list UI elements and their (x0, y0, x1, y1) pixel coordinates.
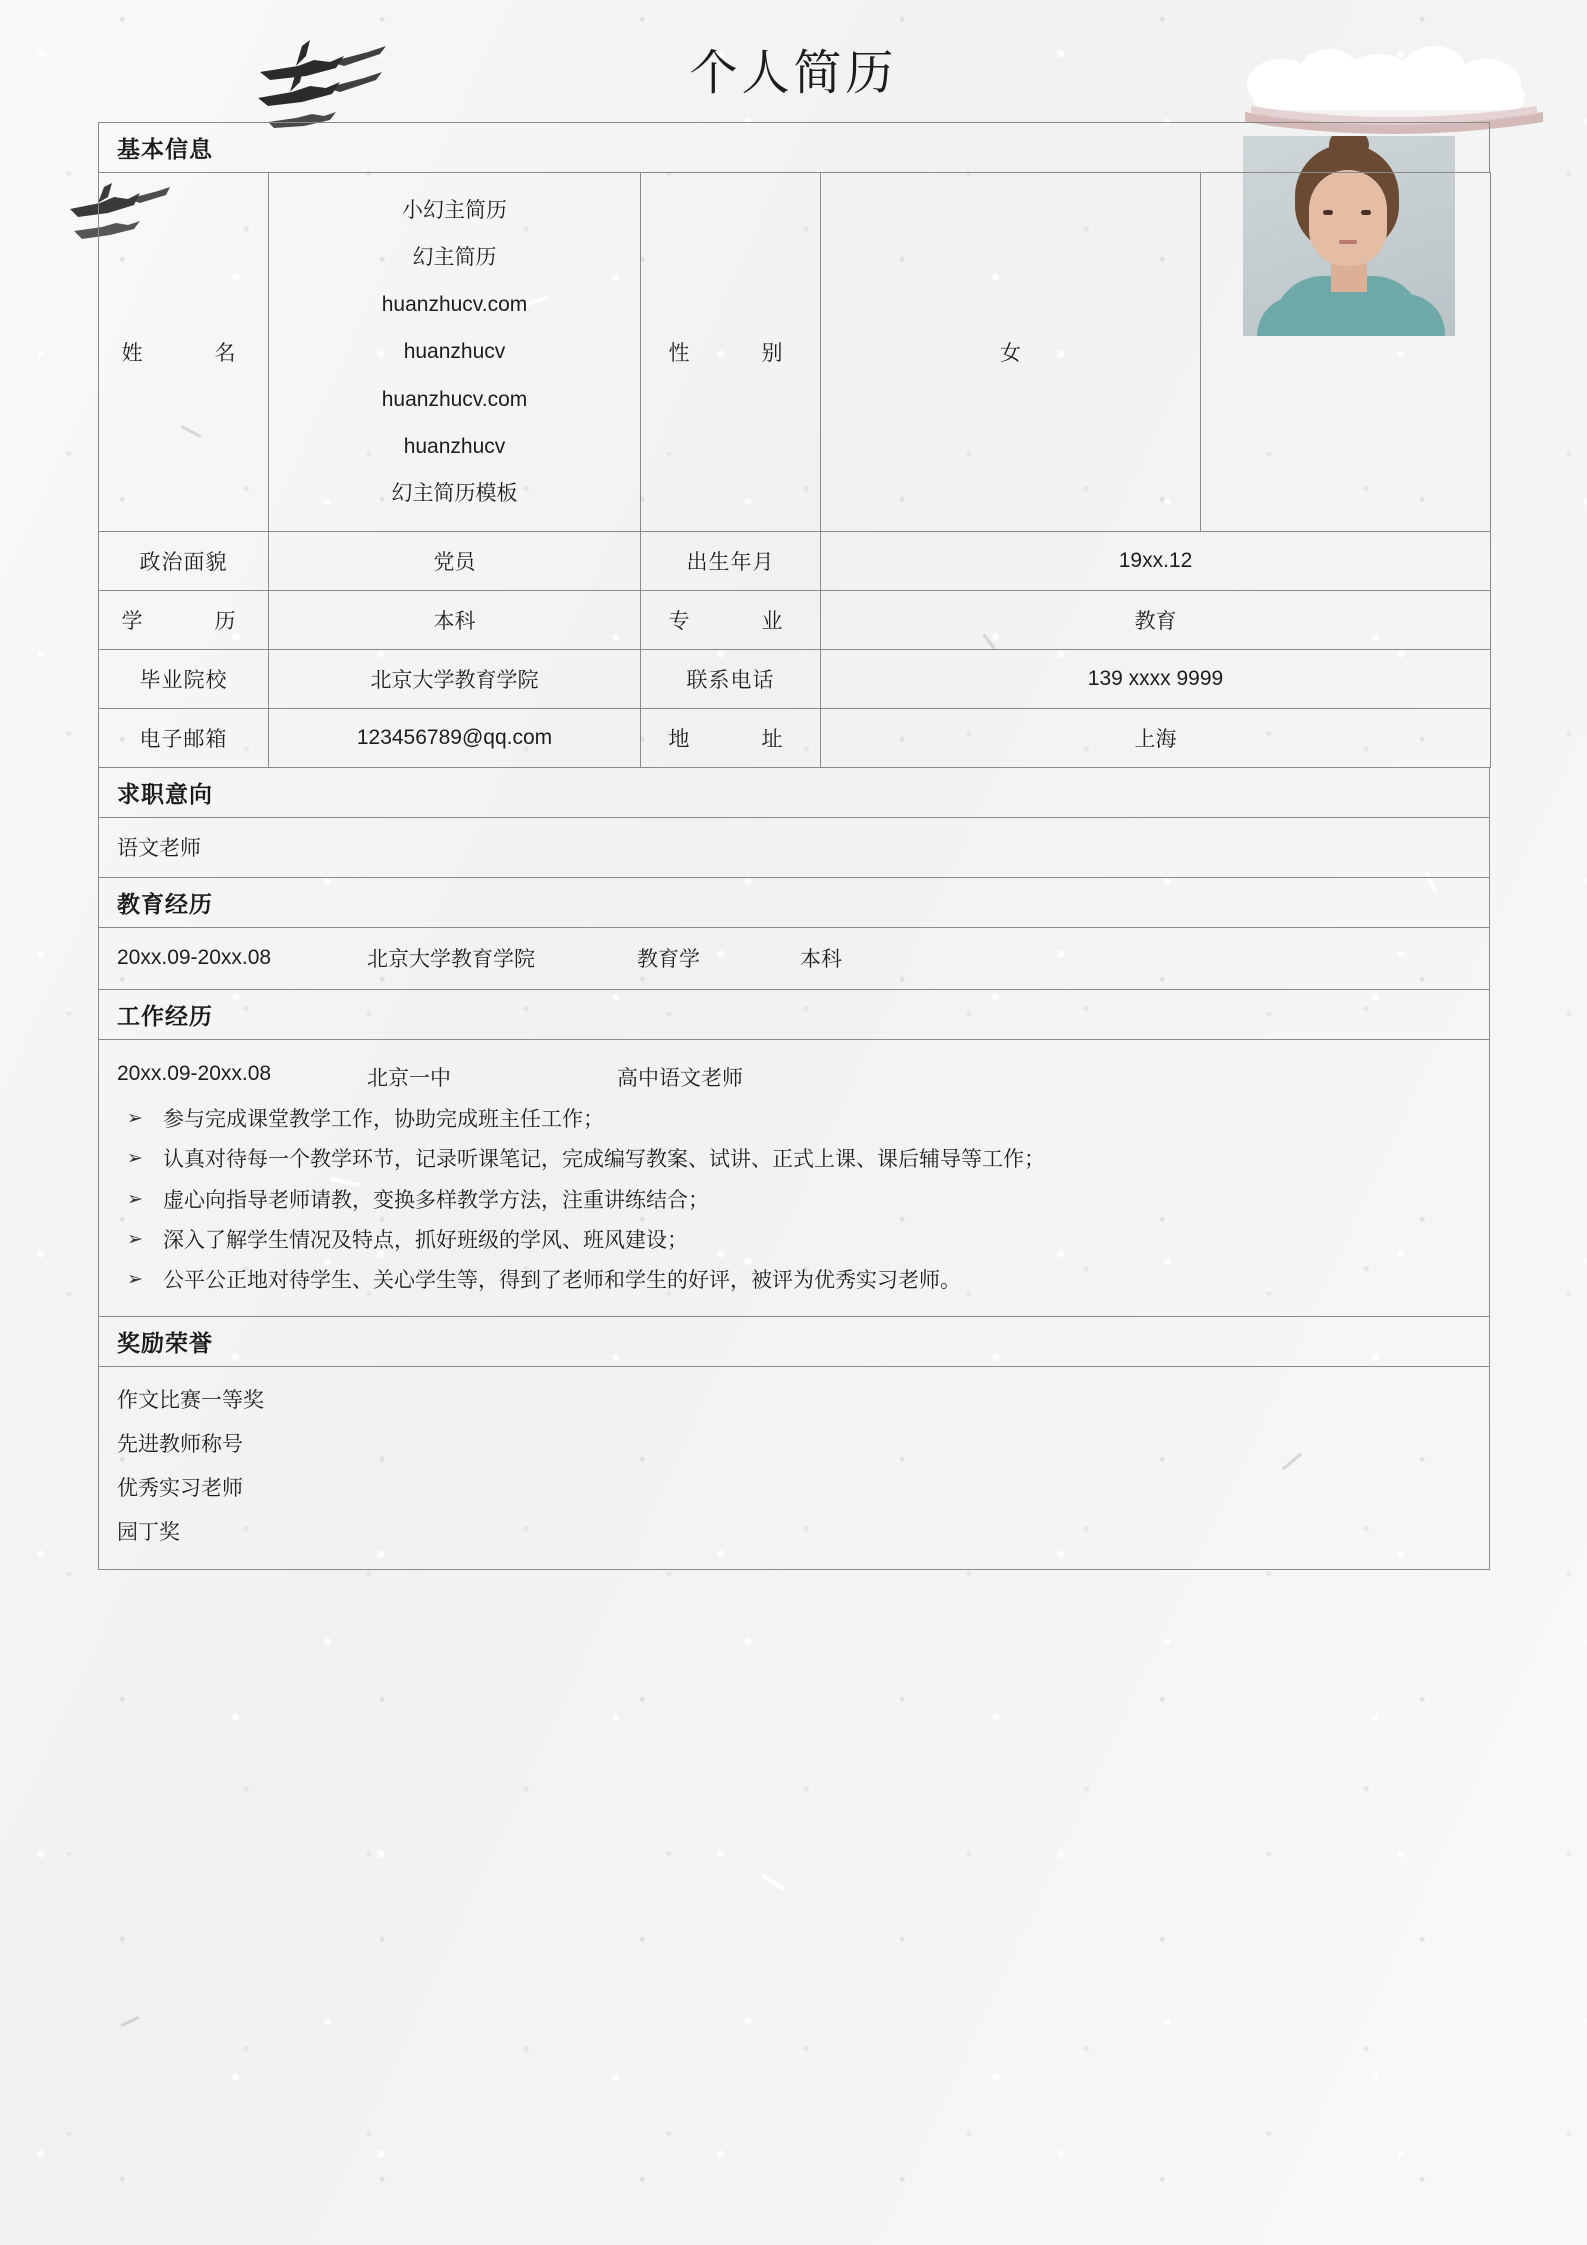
job-intent-value: 语文老师 (117, 837, 201, 861)
field-value-birth: 19xx.12 (821, 531, 1491, 590)
bullet-text: 参与完成课堂教学工作，协助完成班主任工作； (163, 1107, 604, 1131)
field-label-education: 学 历 (99, 590, 269, 649)
name-line: 小幻主简历 (402, 199, 507, 222)
name-line: huanzhucv (403, 340, 506, 364)
field-value-gender: 女 (821, 173, 1201, 532)
education-major: 教育学 (637, 948, 700, 972)
field-label-school: 毕业院校 (99, 649, 269, 708)
work-body (98, 1040, 1490, 1317)
field-label-major: 专 业 (641, 590, 821, 649)
field-label-address: 地 址 (641, 708, 821, 767)
section-heading-label: 求职意向 (117, 780, 213, 807)
name-line: huanzhucv.com (381, 293, 528, 317)
table-row (99, 531, 1491, 590)
table-row (99, 708, 1491, 767)
section-heading-work (98, 990, 1490, 1040)
education-degree: 本科 (800, 948, 842, 972)
education-date: 20xx.09-20xx.08 (117, 946, 272, 970)
field-value-email: 123456789@qq.com (269, 708, 641, 767)
name-line: 幻主简历 (412, 246, 497, 270)
list-item: 作文比赛一等奖 (117, 1388, 264, 1412)
job-intent-body (98, 818, 1490, 878)
section-heading-label: 教育经历 (117, 890, 213, 917)
field-label-phone: 联系电话 (641, 649, 821, 708)
section-heading-label: 奖励荣誉 (117, 1329, 213, 1356)
table-row (99, 649, 1491, 708)
list-item (117, 1187, 1471, 1215)
field-value-major: 教育 (821, 590, 1491, 649)
field-label-political: 政治面貌 (99, 531, 269, 590)
bullet-text: 认真对待每一个教学环节，记录听课笔记，完成编写教案、试讲、正式上课、课后辅导等工作； (163, 1148, 1045, 1172)
field-label-gender: 性 别 (641, 173, 821, 532)
work-date: 20xx.09-20xx.08 (117, 1061, 272, 1085)
work-bullet-list (117, 1106, 1471, 1296)
work-header-row (117, 1058, 1471, 1100)
name-line: 幻主简历模板 (391, 481, 518, 505)
page-title: 个人简历 (689, 45, 898, 101)
field-value-political: 党员 (269, 531, 641, 590)
list-item (117, 1146, 1471, 1174)
table-row (99, 590, 1491, 649)
texture-speck (761, 1873, 785, 1891)
education-school: 北京大学教育学院 (367, 948, 535, 972)
list-item: 优秀实习老师 (117, 1476, 243, 1500)
work-position: 高中语文老师 (617, 1066, 743, 1090)
list-item (117, 1227, 1471, 1255)
bullet-text: 公平公正地对待学生、关心学生等，得到了老师和学生的好评，被评为优秀实习老师。 (163, 1269, 961, 1293)
bullet-text: 深入了解学生情况及特点，抓好班级的学风、班风建设； (163, 1229, 688, 1253)
education-body (98, 928, 1490, 990)
name-line: huanzhucv (403, 434, 506, 458)
section-heading-job-intent (98, 768, 1490, 818)
photo-placeholder-cell (1201, 173, 1491, 532)
list-item: 园丁奖 (117, 1520, 180, 1544)
section-heading-label: 工作经历 (117, 1002, 213, 1029)
list-item (117, 1106, 1471, 1134)
name-line: huanzhucv.com (381, 387, 528, 411)
section-heading-basic-info (98, 122, 1490, 172)
texture-speck (120, 2016, 139, 2027)
field-value-address: 上海 (821, 708, 1491, 767)
section-heading-label: 基本信息 (117, 136, 213, 162)
field-value-name (269, 173, 641, 532)
field-label-birth: 出生年月 (641, 531, 821, 590)
bullet-text: 虚心向指导老师请教，变换多样教学方法，注重讲练结合； (163, 1188, 709, 1212)
basic-info-table (98, 172, 1491, 768)
awards-body (98, 1367, 1490, 1570)
bullet-arrow-icon: ➢ (127, 1107, 143, 1129)
bullet-arrow-icon: ➢ (127, 1269, 143, 1291)
section-heading-education (98, 878, 1490, 928)
field-value-school: 北京大学教育学院 (269, 649, 641, 708)
table-row (99, 173, 1491, 532)
field-label-name: 姓 名 (99, 173, 269, 532)
bullet-arrow-icon: ➢ (127, 1229, 143, 1251)
field-label-email: 电子邮箱 (99, 708, 269, 767)
work-company: 北京一中 (367, 1066, 451, 1090)
list-item (117, 1267, 1471, 1295)
bullet-arrow-icon: ➢ (127, 1148, 143, 1170)
resume-content (98, 122, 1490, 1570)
field-value-education: 本科 (269, 590, 641, 649)
list-item: 先进教师称号 (117, 1432, 243, 1456)
section-heading-awards (98, 1317, 1490, 1367)
field-value-phone: 139 xxxx 9999 (821, 649, 1491, 708)
bullet-arrow-icon: ➢ (127, 1188, 143, 1210)
